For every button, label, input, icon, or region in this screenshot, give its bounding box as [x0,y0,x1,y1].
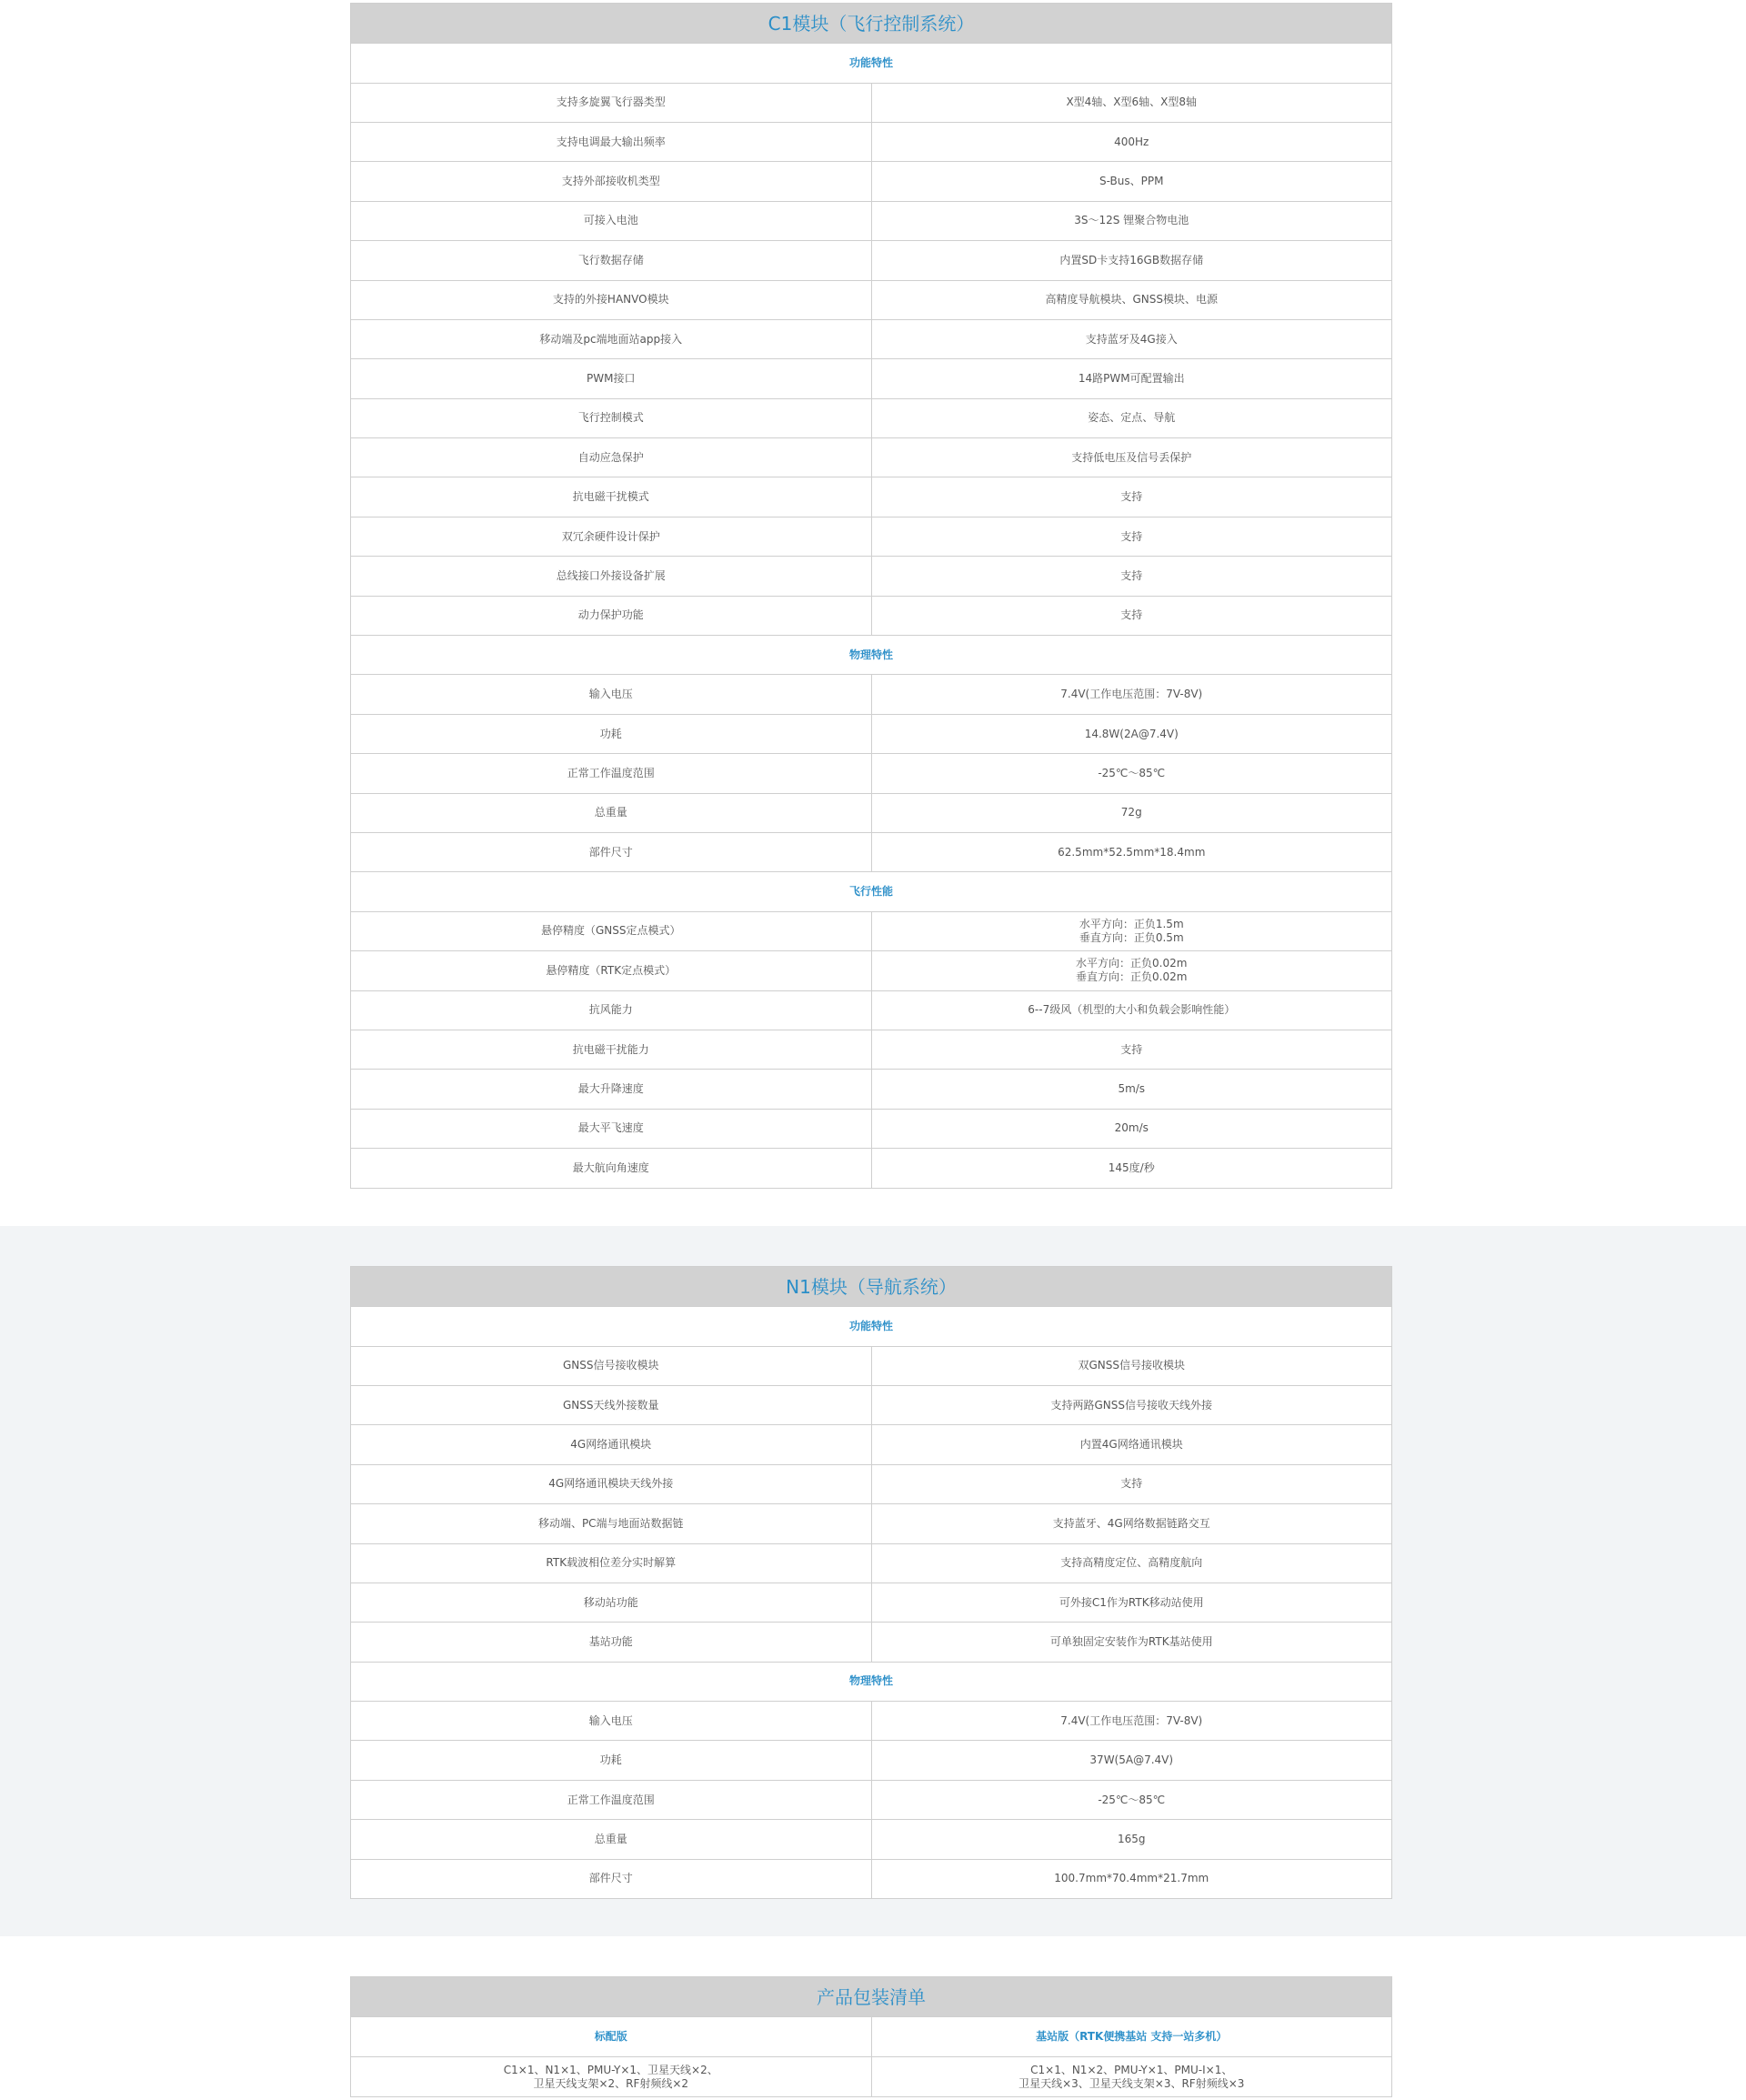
spec-label: GNSS信号接收模块 [351,1346,872,1385]
spec-value: 支持 [871,517,1392,556]
spec-label: 双冗余硬件设计保护 [351,517,872,556]
table-row [351,951,1392,990]
spec-value: 可单独固定安装作为RTK基站使用 [871,1623,1392,1662]
table-row [351,1346,1392,1385]
n1-spec-table [350,1266,1392,1899]
spec-label: 悬停精度（RTK定点模式） [351,951,872,990]
spec-value: 7.4V(工作电压范围：7V-8V) [871,1702,1392,1741]
table-row [351,1583,1392,1622]
spec-label: 抗电磁干扰能力 [351,1030,872,1069]
table-row [351,714,1392,753]
table-row [351,1149,1392,1188]
spec-value: 支持 [871,557,1392,596]
packing-title: 产品包装清单 [351,1977,1392,2017]
spec-value: 支持低电压及信号丢保护 [871,438,1392,477]
c1-title: C1模块（飞行控制系统） [351,4,1392,44]
c1-group-heading: 功能特性 [351,44,1392,83]
spec-value: 姿态、定点、导航 [871,398,1392,437]
spec-label: 飞行控制模式 [351,398,872,437]
packing-items-base-station-line-1: C1×1、N1×2、PMU-Y×1、PMU-I×1、 [1030,2063,1233,2076]
table-row [351,1030,1392,1069]
table-row [351,1425,1392,1464]
table-row [351,1859,1392,1898]
packing-items-standard-line-2: 卫星天线支架×2、RF射频线×2 [533,2076,689,2090]
spec-value: 5m/s [871,1070,1392,1109]
spec-value: 72g [871,793,1392,832]
table-row [351,398,1392,437]
table-row [351,596,1392,635]
table-row [351,517,1392,556]
spec-label: 输入电压 [351,1702,872,1741]
packing-header-standard: 标配版 [351,2017,872,2057]
spec-value-line: 水平方向：正负0.02m [1076,957,1188,970]
spec-label: 动力保护功能 [351,596,872,635]
table-row [351,990,1392,1030]
table-row [351,1543,1392,1583]
spec-label: RTK载波相位差分实时解算 [351,1543,872,1583]
spec-label: 功耗 [351,1741,872,1780]
table-row [351,1070,1392,1109]
spec-label: 正常工作温度范围 [351,754,872,793]
spec-value: 支持蓝牙、4G网络数据链路交互 [871,1504,1392,1543]
spec-label: 悬停精度（GNSS定点模式） [351,911,872,950]
spec-value: 3S～12S 锂聚合物电池 [871,201,1392,240]
spec-label: 移动端、PC端与地面站数据链 [351,1504,872,1543]
spec-value: 400Hz [871,122,1392,161]
spec-value: 支持 [871,596,1392,635]
spec-value: 7.4V(工作电压范围：7V-8V) [871,675,1392,714]
spec-label: 4G网络通讯模块天线外接 [351,1464,872,1503]
table-row [351,122,1392,161]
n1-title: N1模块（导航系统） [351,1267,1392,1307]
table-row [351,1464,1392,1503]
table-row [351,162,1392,201]
spec-label: 正常工作温度范围 [351,1780,872,1819]
spec-value: 100.7mm*70.4mm*21.7mm [871,1859,1392,1898]
c1-spec-table [350,3,1392,1189]
spec-label: 总重量 [351,793,872,832]
spec-label: 功耗 [351,714,872,753]
spec-value [871,951,1392,990]
table-row [351,1623,1392,1662]
spec-value: 145度/秒 [871,1149,1392,1188]
spec-label: 最大升降速度 [351,1070,872,1109]
spec-value: 内置4G网络通讯模块 [871,1425,1392,1464]
spec-label: 自动应急保护 [351,438,872,477]
packing-items-base-station-line-2: 卫星天线×3、卫星天线支架×3、RF射频线×3 [1018,2076,1245,2090]
spec-label: PWM接口 [351,359,872,398]
spec-label: 输入电压 [351,675,872,714]
table-row [351,280,1392,319]
spec-label: 部件尺寸 [351,1859,872,1898]
spec-label: 支持的外接HANVO模块 [351,280,872,319]
spec-value: 62.5mm*52.5mm*18.4mm [871,833,1392,872]
table-row [351,438,1392,477]
table-row [351,1780,1392,1819]
spec-label: 最大航向角速度 [351,1149,872,1188]
table-row [351,477,1392,517]
packing-list-table [350,1976,1392,2097]
c1-group-heading: 飞行性能 [351,872,1392,911]
spec-value: X型4轴、X型6轴、X型8轴 [871,83,1392,122]
spec-label: 抗电磁干扰模式 [351,477,872,517]
table-row [351,1741,1392,1780]
spec-label: 基站功能 [351,1623,872,1662]
spec-value-line: 水平方向：正负1.5m [1079,917,1184,930]
spec-label: 支持外部接收机类型 [351,162,872,201]
c1-group-heading: 物理特性 [351,636,1392,675]
n1-group-heading: 功能特性 [351,1307,1392,1346]
spec-value: 支持两路GNSS信号接收天线外接 [871,1385,1392,1424]
spec-value: 14路PWM可配置输出 [871,359,1392,398]
table-row [351,754,1392,793]
spec-value: 支持 [871,1030,1392,1069]
spec-value: S-Bus、PPM [871,162,1392,201]
spec-value: 6--7级风（机型的大小和负载会影响性能） [871,990,1392,1030]
spec-value-line: 垂直方向：正负0.5m [1079,930,1184,944]
table-row [351,1385,1392,1424]
table-row [351,911,1392,950]
spec-value: 37W(5A@7.4V) [871,1741,1392,1780]
spec-value: 双GNSS信号接收模块 [871,1346,1392,1385]
spec-label: 飞行数据存储 [351,241,872,280]
spec-label: 支持多旋翼飞行器类型 [351,83,872,122]
spec-value: 20m/s [871,1109,1392,1148]
table-row [351,675,1392,714]
spec-label: 部件尺寸 [351,833,872,872]
table-row [351,793,1392,832]
spec-value [871,911,1392,950]
table-row [351,557,1392,596]
spec-label: 最大平飞速度 [351,1109,872,1148]
spec-label: 总重量 [351,1820,872,1859]
spec-label: 4G网络通讯模块 [351,1425,872,1464]
spec-value: 可外接C1作为RTK移动站使用 [871,1583,1392,1622]
table-row [351,833,1392,872]
packing-items-standard [351,2057,872,2097]
spec-value: 支持蓝牙及4G接入 [871,319,1392,358]
spec-label: 可接入电池 [351,201,872,240]
n1-group-heading: 物理特性 [351,1662,1392,1701]
packing-items-standard-line-1: C1×1、N1×1、PMU-Y×1、卫星天线×2、 [503,2063,718,2076]
spec-value: 165g [871,1820,1392,1859]
spec-value-line: 垂直方向：正负0.02m [1076,970,1188,984]
table-row [351,1504,1392,1543]
packing-items-base-station [871,2057,1392,2097]
spec-value: 支持高精度定位、高精度航向 [871,1543,1392,1583]
table-row [351,319,1392,358]
packing-header-base-station: 基站版（RTK便携基站 支持一站多机） [871,2017,1392,2057]
spec-label: 抗风能力 [351,990,872,1030]
spec-value: 14.8W(2A@7.4V) [871,714,1392,753]
spec-label: 支持电调最大输出频率 [351,122,872,161]
table-row [351,241,1392,280]
spec-label: GNSS天线外接数量 [351,1385,872,1424]
table-row [351,1109,1392,1148]
table-row [351,201,1392,240]
table-row [351,1820,1392,1859]
table-row [351,1702,1392,1741]
spec-value: 高精度导航模块、GNSS模块、电源 [871,280,1392,319]
spec-value: 内置SD卡支持16GB数据存储 [871,241,1392,280]
spec-value: -25℃～85℃ [871,1780,1392,1819]
spec-label: 总线接口外接设备扩展 [351,557,872,596]
table-row [351,359,1392,398]
table-row [351,83,1392,122]
spec-value: -25℃～85℃ [871,754,1392,793]
spec-label: 移动站功能 [351,1583,872,1622]
spec-label: 移动端及pc端地面站app接入 [351,319,872,358]
spec-value: 支持 [871,1464,1392,1503]
spec-value: 支持 [871,477,1392,517]
